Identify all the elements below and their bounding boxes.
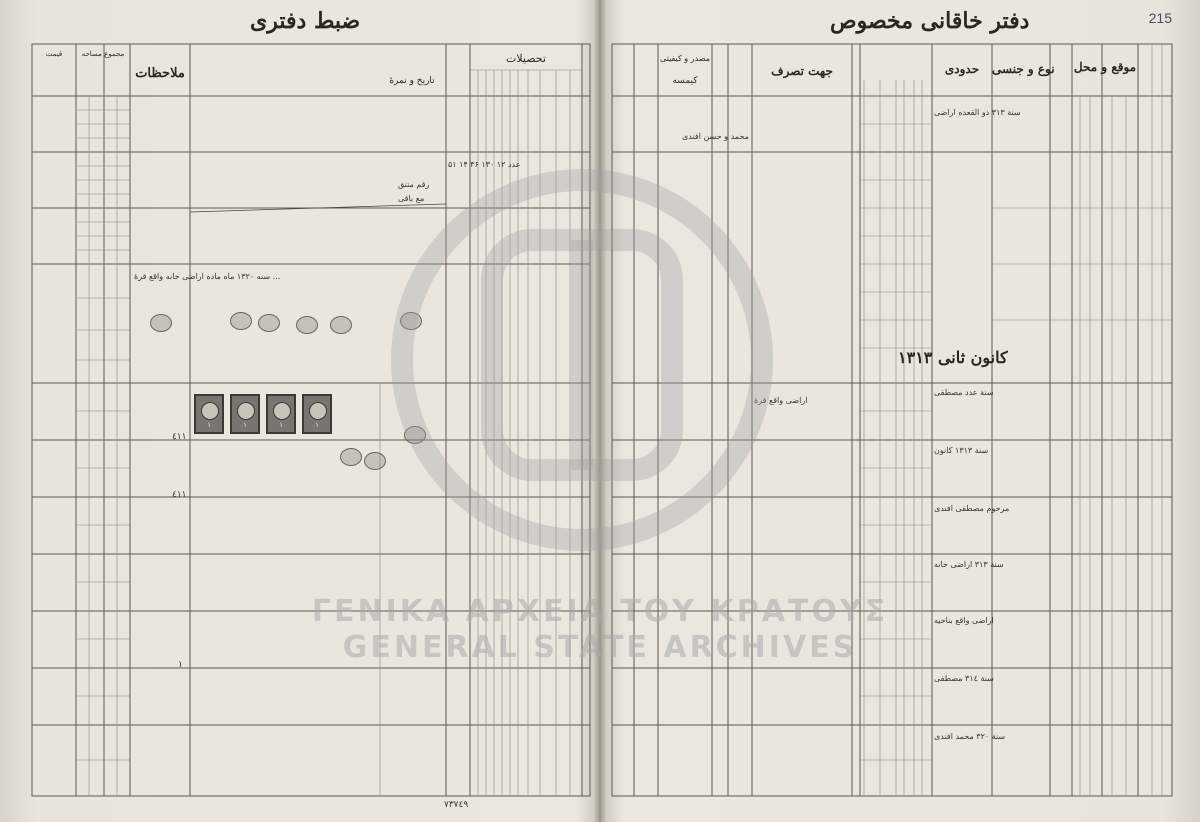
long-note: سنه ۱۳۲۰ ماه ماده اراضی خانه واقع قرۀ ... — [134, 272, 281, 281]
seal-impression — [330, 316, 352, 334]
register-entry: سنة ٣١٤ مصطفی — [934, 674, 994, 683]
header-possession: جهت تصرف — [771, 64, 833, 78]
note-line: مع باقی — [398, 194, 425, 203]
stamp-value: ١ — [315, 421, 319, 429]
note-line: رقم متنق — [398, 180, 430, 189]
header-date-number: تاریخ و نمرۀ — [389, 76, 435, 86]
header-type: نوع و جنسی — [992, 62, 1055, 76]
date-annotation: کانون ثانی ١٣١٣ — [898, 348, 1008, 367]
register-entry: اراضی واقع قرۀ — [754, 396, 808, 405]
watermark-greek: ΓΕΝΙΚΑ ΑΡΧΕΙΑ ΤΟΥ ΚΡΑΤΟΥΣ — [311, 594, 889, 629]
register-entry: اراضی واقع بناحیه — [934, 616, 994, 625]
revenue-stamp — [230, 394, 260, 434]
register-entry: محمد و حسن افندی — [682, 132, 749, 141]
header-source: مصدر و کیفیتی — [660, 54, 710, 63]
header-remarks: ملاحظات — [135, 66, 185, 81]
seal-impression — [296, 316, 318, 334]
archive-logo-watermark — [372, 150, 792, 570]
register-entry: سنة عدد مصطفی — [934, 388, 994, 397]
seal-impression — [150, 314, 172, 332]
stamp-value: ١ — [207, 421, 211, 429]
folio-number: 215 — [1148, 10, 1172, 26]
header-location: موقع و محل — [1073, 60, 1137, 74]
side-number: ١ — [178, 660, 183, 670]
side-number: ٤١١ — [172, 432, 187, 442]
side-number: ٤١١ — [172, 490, 187, 500]
seal-impression — [340, 448, 362, 466]
stamp-emblem-icon — [237, 402, 255, 420]
stamp-value: ١ — [279, 421, 283, 429]
stamp-emblem-icon — [201, 402, 219, 420]
seal-impression — [258, 314, 280, 332]
stamp-value: ١ — [243, 421, 247, 429]
revenue-stamp — [266, 394, 296, 434]
left-page-title: ضبط دفتری — [250, 8, 361, 34]
note-line: عدد ۱۲ ۱۳۰ ۳۶ ۱۴ ۵۱ — [448, 160, 521, 169]
stamp-emblem-icon — [309, 402, 327, 420]
register-entry: سنة ٣١٣ اراضی خانه — [934, 560, 1004, 569]
revenue-stamp — [302, 394, 332, 434]
header-person: کیمسه — [672, 76, 698, 86]
watermark-english: GENERAL STATE ARCHIVES — [342, 630, 858, 665]
header-area-total: مجموع مساحه — [81, 50, 125, 58]
header-value: قیمت — [45, 50, 63, 58]
right-page-title: دفتر خاقانی مخصوص — [830, 8, 1030, 34]
stamp-emblem-icon — [273, 402, 291, 420]
register-entry: مرحوم مصطفی افندی — [934, 504, 1010, 513]
header-boundaries: حدودی — [944, 62, 980, 76]
register-entry: سنة ٣٢٠ محمد افندی — [934, 732, 1006, 741]
register-entry: سنة ٣١٣ ذو القعده اراضی — [934, 108, 1021, 117]
bottom-sum: ٧٣٧٤٩ — [444, 800, 469, 810]
seal-impression — [230, 312, 252, 330]
revenue-stamp — [194, 394, 224, 434]
register-entry: سنة ١٣١٣ کانون — [934, 446, 989, 455]
header-tahsilat: تحصیلات — [506, 52, 546, 65]
